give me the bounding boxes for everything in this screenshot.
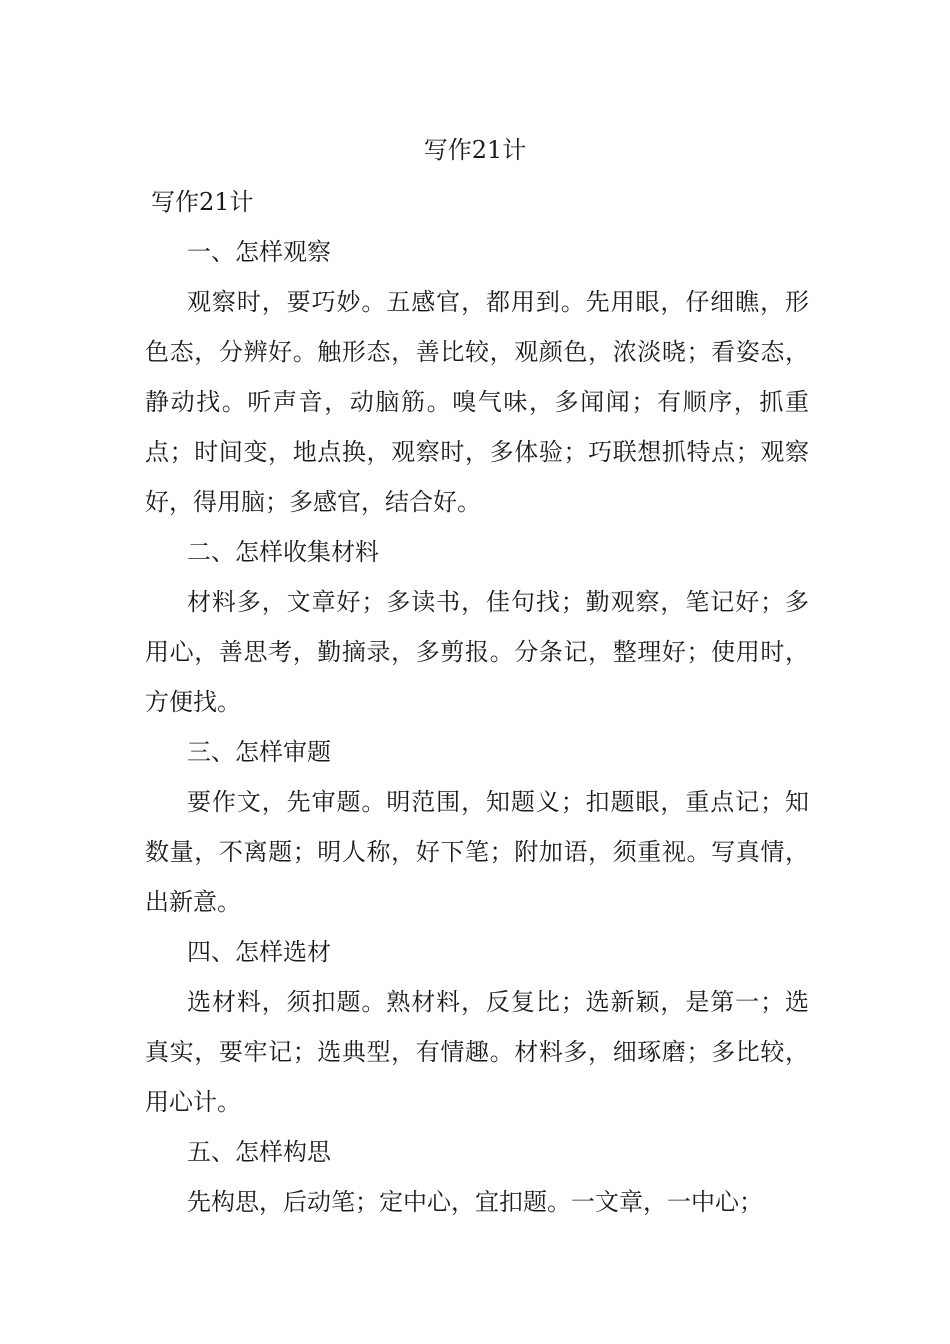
section-body-select-material: 选材料，须扣题。熟材料，反复比；选新颖，是第一；选真实，要牢记；选典型，有情趣。材料多，细琢磨；多比较，用心计。 [145,988,809,1116]
section-heading-select-material: 四、怎样选材 [187,938,331,966]
section-heading-observe: 一、怎样观察 [187,238,331,266]
section-body-observe: 观察时，要巧妙。五感官，都用到。先用眼，仔细瞧，形色态，分辨好。触形态，善比较，观颜色，浓淡晓；看姿态，静动找。听声音，动脑筋。嗅气味，多闻闻；有顺序，抓重点；时间变，地点换，观察时，多体验；巧联想抓特点；观察好，得用脑；多感官，结合好。 [145,288,809,516]
section-body-conceive: 先构思，后动笔；定中心，宜扣题。一文章，一中心； [187,1188,763,1216]
document-subtitle: 写作21计 [151,188,254,216]
section-heading-collect-material: 二、怎样收集材料 [187,538,379,566]
section-body-review-topic: 要作文，先审题。明范围，知题义；扣题眼，重点记；知数量，不离题；明人称，好下笔；附加语，须重视。写真情，出新意。 [145,788,809,916]
document-body [145,177,809,1227]
document-title: 写作21计 [423,136,527,164]
section-heading-review-topic: 三、怎样审题 [187,738,331,766]
section-heading-conceive: 五、怎样构思 [187,1138,331,1166]
section-body-collect-material: 材料多，文章好；多读书，佳句找；勤观察，笔记好；多用心，善思考，勤摘录，多剪报。分条记，整理好；使用时，方便找。 [145,588,809,716]
